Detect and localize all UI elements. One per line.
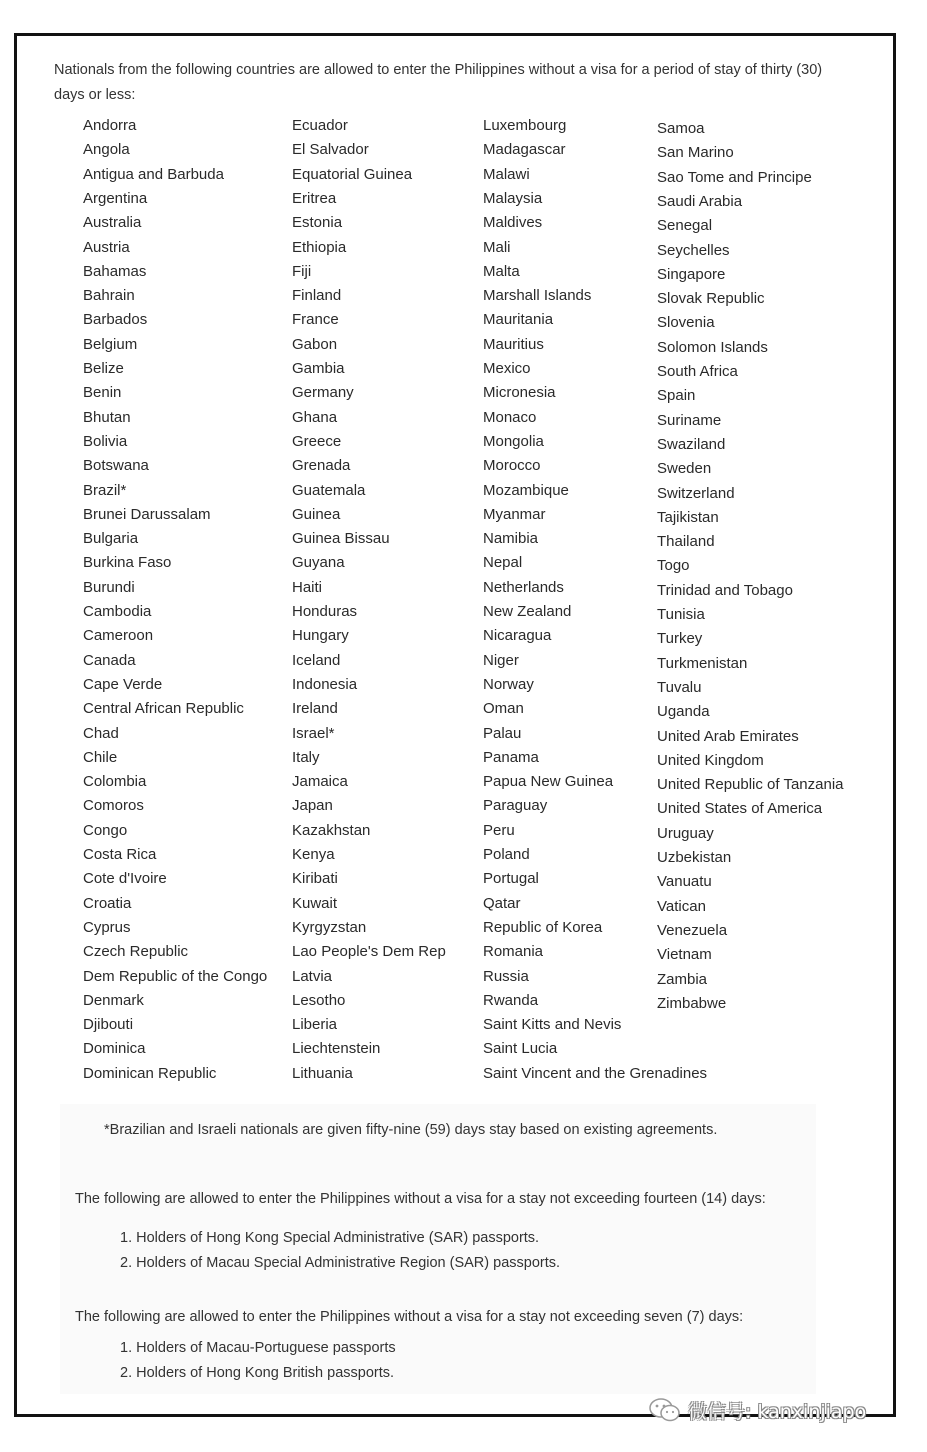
- country-item: Burundi: [83, 578, 135, 596]
- country-item: Saint Kitts and Nevis: [483, 1016, 622, 1034]
- country-item: Panama: [483, 748, 539, 766]
- country-item: Micronesia: [483, 384, 556, 402]
- footnote: *Brazilian and Israeli nationals are given fifty-nine (59) days stay based on existing agreements.: [104, 1122, 718, 1138]
- country-item: Latvia: [292, 967, 333, 985]
- country-item: Cambodia: [83, 603, 152, 620]
- country-item: Monaco: [483, 408, 537, 426]
- country-item: Colombia: [83, 773, 147, 791]
- country-item: Malaysia: [483, 189, 543, 207]
- country-item: Sao Tome and Principe: [657, 168, 812, 186]
- country-item: Mauritania: [483, 311, 554, 329]
- country-item: Kyrgyzstan: [292, 918, 367, 936]
- country-item: Eritrea: [292, 189, 337, 207]
- country-item: Turkmenistan: [657, 654, 748, 672]
- country-item: Chad: [83, 724, 119, 742]
- country-item: Papua New Guinea: [483, 773, 614, 791]
- country-item: Qatar: [483, 894, 521, 912]
- country-item: Tuvalu: [657, 678, 702, 696]
- country-item: Cote d'Ivoire: [83, 870, 167, 888]
- country-item: Singapore: [657, 265, 726, 283]
- country-item: San Marino: [657, 144, 734, 162]
- country-item: Antigua and Barbuda: [83, 165, 224, 183]
- country-item: Nepal: [483, 554, 523, 572]
- country-item: Myanmar: [483, 505, 546, 523]
- country-item: Finland: [292, 287, 342, 305]
- country-item: Brazil*: [83, 481, 127, 499]
- list-item: 1. Holders of Macau-Portuguese passports: [120, 1340, 396, 1356]
- country-item: Gabon: [292, 335, 338, 353]
- country-item: Norway: [483, 675, 534, 693]
- country-item: Liechtenstein: [292, 1040, 381, 1058]
- country-item: Mexico: [483, 360, 531, 377]
- country-item: France: [292, 311, 339, 329]
- country-item: Uzbekistan: [657, 849, 732, 866]
- country-item: Angola: [83, 141, 130, 159]
- country-item: Mongolia: [483, 432, 544, 450]
- section7-intro: The following are allowed to enter the Philippines without a visa for a stay not exceeding seven (7) days:: [75, 1309, 744, 1325]
- country-item: Dem Republic of the Congo: [83, 967, 268, 985]
- country-item: Indonesia: [292, 675, 358, 693]
- country-item: Grenada: [292, 457, 351, 475]
- country-item: Bahamas: [83, 262, 147, 280]
- country-item: Argentina: [83, 189, 148, 207]
- country-item: Bulgaria: [83, 530, 139, 548]
- country-item: Lithuania: [292, 1064, 353, 1082]
- country-item: Oman: [483, 700, 524, 718]
- country-item: Kiribati: [292, 870, 338, 888]
- country-item: Mauritius: [483, 335, 544, 353]
- country-item: Saint Vincent and the Grenadines: [483, 1064, 708, 1082]
- country-item: Ethiopia: [292, 238, 347, 256]
- country-item: Swaziland: [657, 435, 726, 453]
- country-item: Ecuador: [292, 117, 348, 134]
- country-item: Dominica: [83, 1040, 146, 1058]
- country-item: Italy: [292, 748, 320, 766]
- country-item: Denmark: [83, 991, 144, 1009]
- country-item: South Africa: [657, 363, 738, 380]
- list-item: 2. Holders of Macau Special Administrative Region (SAR) passports.: [120, 1255, 561, 1271]
- watermark: [648, 1396, 866, 1424]
- country-item: Namibia: [483, 530, 539, 548]
- country-item: Palau: [483, 724, 522, 742]
- country-item: Croatia: [83, 894, 132, 912]
- country-item: Slovak Republic: [657, 290, 765, 308]
- intro-text: Nationals from the following countries are allowed to enter the Philippines without a visa for a period of stay of thirty (30) days or less:: [54, 62, 823, 103]
- country-item: New Zealand: [483, 603, 572, 620]
- country-item: Bolivia: [83, 432, 128, 450]
- country-item: Tunisia: [657, 606, 705, 623]
- country-item: Maldives: [483, 214, 543, 232]
- country-item: Vatican: [657, 897, 706, 915]
- country-item: Brunei Darussalam: [83, 505, 211, 523]
- country-item: Switzerland: [657, 484, 735, 502]
- country-item: Botswana: [83, 457, 149, 475]
- country-item: Saudi Arabia: [657, 192, 743, 210]
- country-item: Niger: [483, 651, 519, 669]
- country-item: Cyprus: [83, 918, 131, 936]
- country-item: Guatemala: [292, 481, 366, 499]
- country-item: Costa Rica: [83, 846, 157, 863]
- country-item: El Salvador: [292, 141, 369, 159]
- country-item: Burkina Faso: [83, 554, 172, 572]
- country-item: Lesotho: [292, 991, 346, 1009]
- country-item: Vanuatu: [657, 873, 712, 891]
- country-item: Peru: [483, 821, 515, 839]
- country-item: Saint Lucia: [483, 1040, 558, 1058]
- country-item: Guyana: [292, 554, 345, 572]
- section14-intro: The following are allowed to enter the Philippines without a visa for a stay not exceeding fourteen (14) days:: [75, 1191, 766, 1207]
- country-item: Gambia: [292, 360, 345, 377]
- country-item: Iceland: [292, 651, 341, 669]
- country-item: Marshall Islands: [483, 287, 592, 305]
- country-item: Paraguay: [483, 797, 548, 815]
- country-item: United Arab Emirates: [657, 727, 799, 745]
- country-item: Australia: [83, 214, 142, 232]
- country-item: Sweden: [657, 460, 712, 478]
- country-item: Ireland: [292, 700, 338, 718]
- country-item: Slovenia: [657, 314, 715, 332]
- country-item: Kenya: [292, 846, 335, 863]
- country-item: Dominican Republic: [83, 1064, 217, 1082]
- country-item: Rwanda: [483, 991, 539, 1009]
- country-item: Czech Republic: [83, 943, 189, 961]
- section14-list: [120, 1226, 560, 1276]
- country-item: Bhutan: [83, 408, 131, 426]
- country-item: Equatorial Guinea: [292, 165, 413, 183]
- country-item: Netherlands: [483, 578, 564, 596]
- country-item: Seychelles: [657, 241, 730, 259]
- list-item: 1. Holders of Hong Kong Special Administrative (SAR) passports.: [120, 1230, 540, 1246]
- country-item: Belize: [83, 360, 124, 377]
- country-item: Thailand: [657, 533, 715, 551]
- country-item: Samoa: [657, 120, 705, 137]
- country-item: Haiti: [292, 578, 323, 596]
- country-item: Guinea Bissau: [292, 530, 390, 548]
- country-item: Congo: [83, 821, 128, 839]
- country-item: Morocco: [483, 457, 541, 475]
- country-item: Senegal: [657, 217, 713, 235]
- country-item: Madagascar: [483, 141, 566, 159]
- country-item: Malta: [483, 262, 520, 280]
- country-item: Malawi: [483, 165, 530, 183]
- country-item: Portugal: [483, 870, 539, 888]
- country-item: Luxembourg: [483, 117, 567, 134]
- country-item: Japan: [292, 797, 333, 815]
- country-item: Central African Republic: [83, 700, 244, 718]
- country-item: United Republic of Tanzania: [657, 776, 844, 794]
- country-item: Uganda: [657, 703, 710, 721]
- country-item: Chile: [83, 748, 118, 766]
- country-item: Barbados: [83, 311, 148, 329]
- country-item: Mali: [483, 238, 511, 256]
- country-item: Spain: [657, 387, 696, 405]
- country-item: Greece: [292, 432, 342, 450]
- country-item: Kazakhstan: [292, 821, 371, 839]
- country-item: Solomon Islands: [657, 338, 768, 356]
- country-item: Togo: [657, 557, 690, 575]
- country-item: United Kingdom: [657, 751, 764, 769]
- country-item: Djibouti: [83, 1016, 134, 1034]
- country-item: Zambia: [657, 970, 708, 988]
- country-item: Fiji: [292, 262, 312, 280]
- country-item: Comoros: [83, 797, 144, 815]
- country-item: Benin: [83, 384, 122, 402]
- country-item: Guinea: [292, 505, 341, 523]
- country-item: Jamaica: [292, 773, 348, 791]
- country-item: Germany: [292, 384, 354, 402]
- country-item: Venezuela: [657, 921, 728, 939]
- country-item: Canada: [83, 651, 136, 669]
- country-item: Trinidad and Tobago: [657, 581, 793, 599]
- country-item: Belgium: [83, 335, 138, 353]
- country-item: Honduras: [292, 603, 358, 620]
- wechat-icon: [648, 1396, 682, 1424]
- country-item: Lao People's Dem Rep: [292, 943, 446, 961]
- country-item: Cameroon: [83, 627, 154, 645]
- country-item: Suriname: [657, 411, 722, 429]
- country-item: Austria: [83, 238, 130, 256]
- country-item: Tajikistan: [657, 508, 719, 526]
- country-item: Uruguay: [657, 824, 714, 842]
- country-item: Liberia: [292, 1016, 338, 1034]
- country-item: Mozambique: [483, 481, 569, 499]
- country-item: Israel*: [292, 724, 335, 742]
- country-item: Hungary: [292, 627, 349, 645]
- country-item: Zimbabwe: [657, 994, 727, 1012]
- country-item: Poland: [483, 846, 530, 863]
- country-item: United States of America: [657, 800, 823, 818]
- country-item: Bahrain: [83, 287, 135, 305]
- country-item: Estonia: [292, 214, 343, 232]
- watermark-text: 微信号: kanxinjiapo: [688, 1400, 867, 1423]
- country-item: Vietnam: [657, 946, 712, 964]
- country-item: Turkey: [657, 630, 703, 648]
- country-item: Andorra: [83, 117, 137, 134]
- section7-list: [120, 1336, 396, 1386]
- country-item: Kuwait: [292, 894, 338, 912]
- country-item: Cape Verde: [83, 675, 163, 693]
- country-item: Romania: [483, 943, 544, 961]
- country-item: Russia: [483, 967, 529, 985]
- country-item: Ghana: [292, 408, 338, 426]
- country-item: Republic of Korea: [483, 918, 603, 936]
- country-item: Nicaragua: [483, 627, 552, 645]
- list-item: 2. Holders of Hong Kong British passports.: [120, 1365, 395, 1381]
